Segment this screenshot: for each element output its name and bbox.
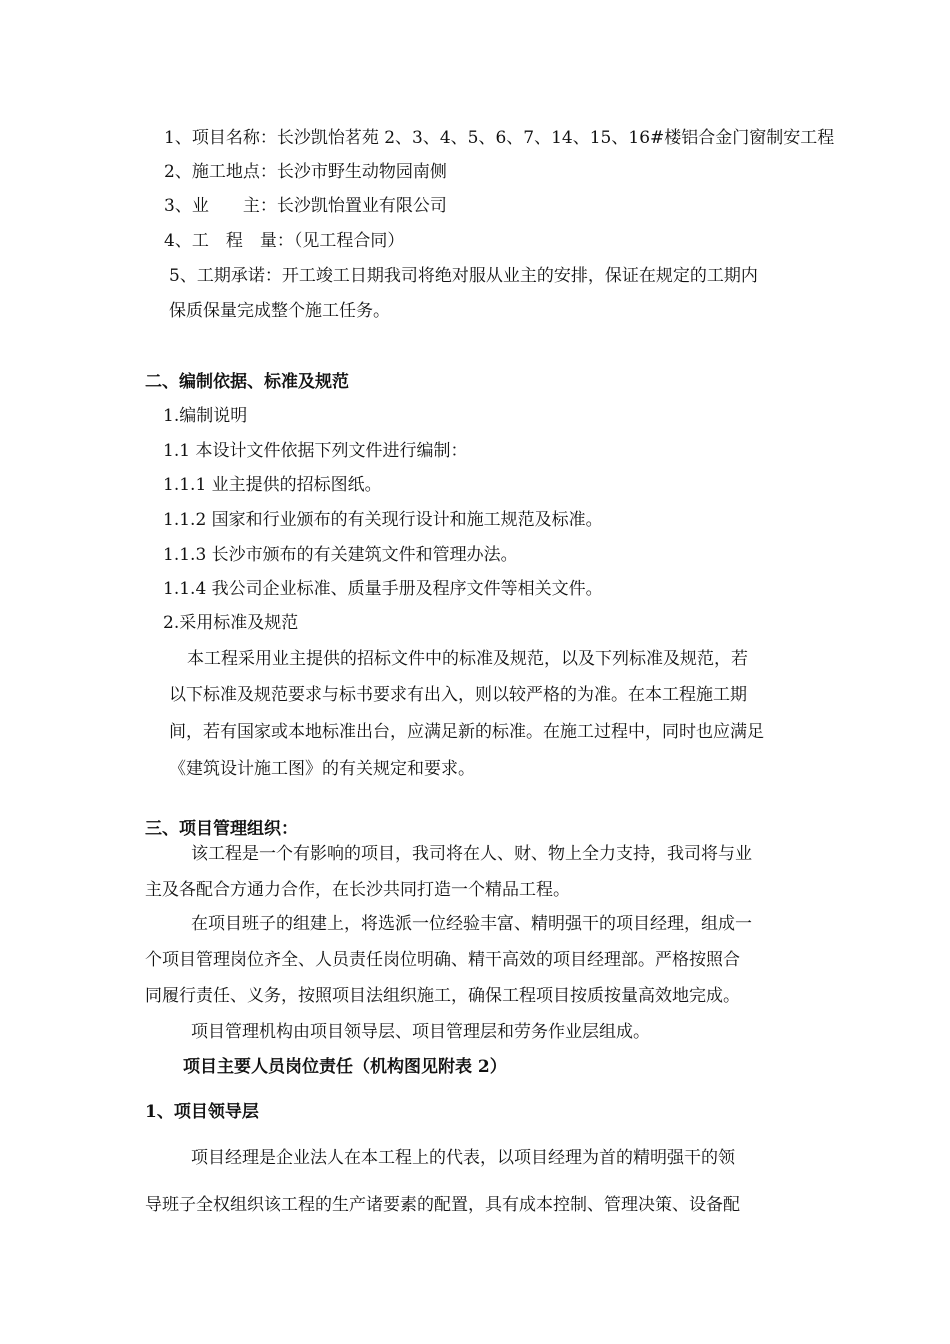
paragraph-line: 同履行责任、义务，按照项目法组织施工，确保工程项目按质按量高效地完成。 (145, 986, 740, 1006)
paragraph-line: 《建筑设计施工图》的有关规定和要求。 (169, 759, 475, 779)
schedule-line: 5、工期承诺：开工竣工日期我司将绝对服从业主的安排，保证在规定的工期内 (169, 266, 758, 286)
section-2-heading: 二、编制依据、标准及规范 (145, 372, 349, 392)
list-item: 2.采用标准及规范 (163, 613, 299, 633)
quantity-line: 4、工 程 量：（见工程合同） (164, 231, 405, 251)
list-item: 1.1.4 我公司企业标准、质量手册及程序文件等相关文件。 (163, 579, 603, 599)
section-3-heading: 三、项目管理组织： (145, 819, 298, 839)
paragraph-line: 在项目班子的组建上，将选派一位经验丰富、精明强干的项目经理，组成一 (191, 914, 752, 934)
list-item: 1.1.1 业主提供的招标图纸。 (163, 475, 382, 495)
list-item: 1.1 本设计文件依据下列文件进行编制： (163, 441, 468, 461)
schedule-line-cont: 保质保量完成整个施工任务。 (169, 301, 390, 321)
paragraph-line: 个项目管理岗位齐全、人员责任岗位明确、精干高效的项目经理部。严格按照合 (145, 950, 740, 970)
paragraph-line: 项目管理机构由项目领导层、项目管理层和劳务作业层组成。 (191, 1022, 650, 1042)
paragraph-line: 项目经理是企业法人在本工程上的代表，以项目经理为首的精明强干的领 (191, 1148, 735, 1168)
list-item: 1.编制说明 (163, 406, 248, 426)
paragraph-line: 以下标准及规范要求与标书要求有出入，则以较严格的为准。在本工程施工期 (169, 685, 747, 705)
list-item: 1.1.2 国家和行业颁布的有关现行设计和施工规范及标准。 (163, 510, 603, 530)
owner-line: 3、业 主：长沙凯怡置业有限公司 (164, 196, 447, 216)
paragraph-line: 间，若有国家或本地标准出台，应满足新的标准。在施工过程中，同时也应满足 (169, 722, 764, 742)
list-item: 1.1.3 长沙市颁布的有关建筑文件和管理办法。 (163, 545, 518, 565)
project-name-line: 1、项目名称：长沙凯怡茗苑 2、3、4、5、6、7、14、15、16#楼铝合金门窗制安工程 (164, 128, 835, 148)
paragraph-line: 本工程采用业主提供的招标文件中的标准及规范，以及下列标准及规范，若 (187, 649, 748, 669)
paragraph-line: 导班子全权组织该工程的生产诸要素的配置，具有成本控制、管理决策、设备配 (145, 1195, 740, 1215)
paragraph-line: 主及各配合方通力合作，在长沙共同打造一个精品工程。 (145, 880, 570, 900)
construction-site-line: 2、施工地点：长沙市野生动物园南侧 (164, 162, 447, 182)
leader-heading: 1、项目领导层 (145, 1102, 259, 1122)
subheading: 项目主要人员岗位责任（机构图见附表 2） (183, 1057, 507, 1077)
paragraph-line: 该工程是一个有影响的项目，我司将在人、财、物上全力支持，我司将与业 (191, 844, 752, 864)
